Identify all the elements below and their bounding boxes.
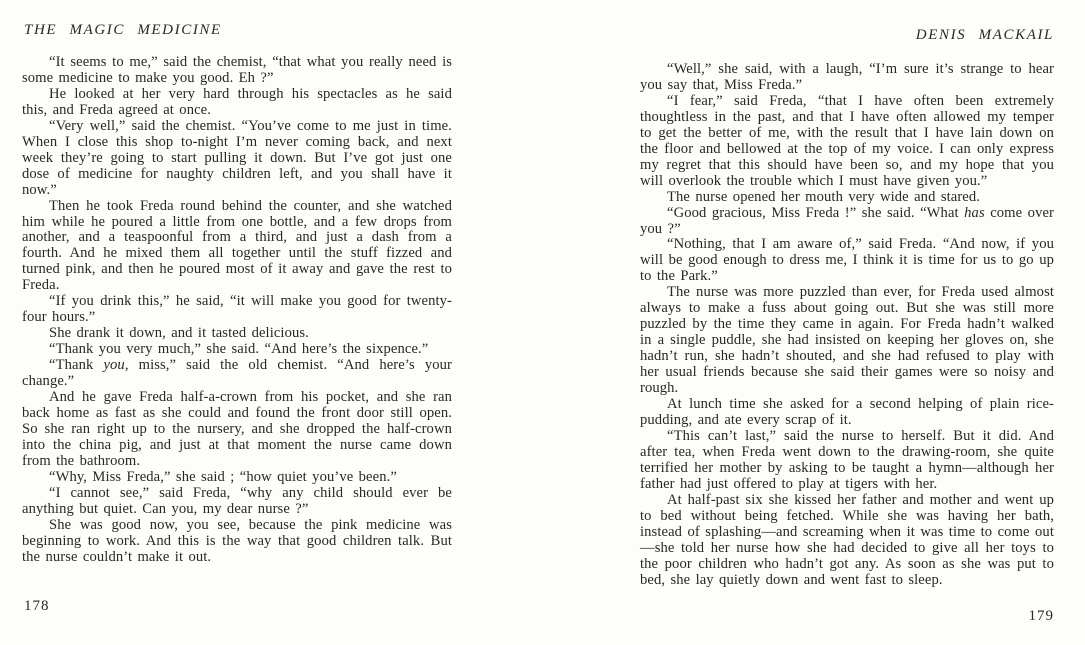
paragraph: The nurse was more puzzled than ever, for Freda used almost always to make a fuss about going out. But she was still more puzzled by the time they came in again. For Freda hadn’t walked in a single puddle, she had insisted on keeping her gloves on, she hadn’t run, she hadn’t shouted, and she had refused to play with her usual friends because she said their games were so noisy and rough. (640, 284, 1054, 397)
paragraph: At half-past six she kissed her father and mother and went up to bed without being fetched. While she was having her bath, instead of splashing—and screaming when it was time to come out—she told her nurse how she had decided to give all her toys to the poor children who hadn’t got any. As soon as she was put to bed, she lay quietly down and went fast to sleep. (640, 491, 1054, 588)
paragraph: She was good now, you see, because the pink medicine was beginning to work. And this is the way that good children talk. But the nurse couldn’t make it out. (22, 516, 452, 565)
paragraph: The nurse opened her mouth very wide and stared. (667, 188, 981, 205)
paragraph: “Why, Miss Freda,” she said ; “how quiet you’ve been.” (49, 468, 397, 485)
paragraph: And he gave Freda half-a-crown from his pocket, and she ran back home as fast as she could and found the front door still open. So she ran right up to the nursery, and she dropped the half-crown into the china pig, and just at that moment the nurse came down from the bathroom. (22, 389, 452, 469)
page-number-right: 179 (1028, 608, 1054, 624)
running-header-author: DENIS MACKAIL (915, 27, 1054, 43)
paragraph: “I cannot see,” said Freda, “why any child should ever be anything but quiet. Can you, my dear nurse ?” (22, 484, 452, 517)
right-page (640, 0, 1054, 645)
paragraph: “Thank you, miss,” said the old chemist. “And here’s your change.” (22, 357, 452, 390)
paragraph: Then he took Freda round behind the counter, and she watched him while he poured a little from one bottle, and a few drops from another, and a teaspoonful from a third, and just a dash from a fourth. And he mixed them all together until the stuff fizzed and turned pink, and then he poured most of it away and gave the rest to Freda. (22, 197, 452, 294)
page-number-left: 178 (24, 598, 50, 614)
paragraph: “This can’t last,” said the nurse to herself. But it did. And after tea, when Freda went down to the drawing-room, she quite terrified her mother by asking to be taught a hymn—although her father had just offered to play at tigers with her. (640, 427, 1054, 492)
paragraph: “Well,” she said, with a laugh, “I’m sure it’s strange to hear you say that, Miss Freda.” (640, 61, 1054, 93)
paragraph: “Thank you very much,” she said. “And here’s the sixpence.” (49, 341, 429, 358)
paragraph: “If you drink this,” he said, “it will make you good for twenty-four hours.” (22, 293, 452, 326)
paragraph: “It seems to me,” said the chemist, “that what you really need is some medicine to make you good. Eh ?” (22, 54, 452, 86)
right-page-body (640, 62, 1054, 588)
paragraph: He looked at her very hard through his spectacles as he said this, and Freda agreed at once. (22, 85, 452, 118)
paragraph: At lunch time she asked for a second helping of plain rice-pudding, and ate every scrap of it. (640, 396, 1054, 428)
running-header-title: THE MAGIC MEDICINE (24, 22, 222, 38)
paragraph: She drank it down, and it tasted delicious. (49, 325, 309, 342)
paragraph: “Nothing, that I am aware of,” said Freda. “And now, if you will be good enough to dress me, I think it is time for us to go up to the Park.” (640, 236, 1054, 285)
paragraph: “Very well,” said the chemist. “You’ve come to me just in time. When I close this shop to-night I’m never coming back, and next week they’re going to start pulling it down. But I’ve got just one dose of medicine for naughty children left, and you shall have it now.” (22, 117, 452, 198)
paragraph: “I fear,” said Freda, “that I have often been extremely thoughtless in the past, and that I have often allowed my temper to get the better of me, with the result that I have lain down on the floor and bellowed at the top of my voice. I can only express my regret that this should have been so, and my hope that you will overlook the trouble which I must have given you.” (640, 92, 1054, 189)
left-page (22, 0, 452, 645)
left-page-body (22, 55, 452, 566)
paragraph: “Good gracious, Miss Freda !” she said. “What has come over you ?” (640, 204, 1054, 237)
